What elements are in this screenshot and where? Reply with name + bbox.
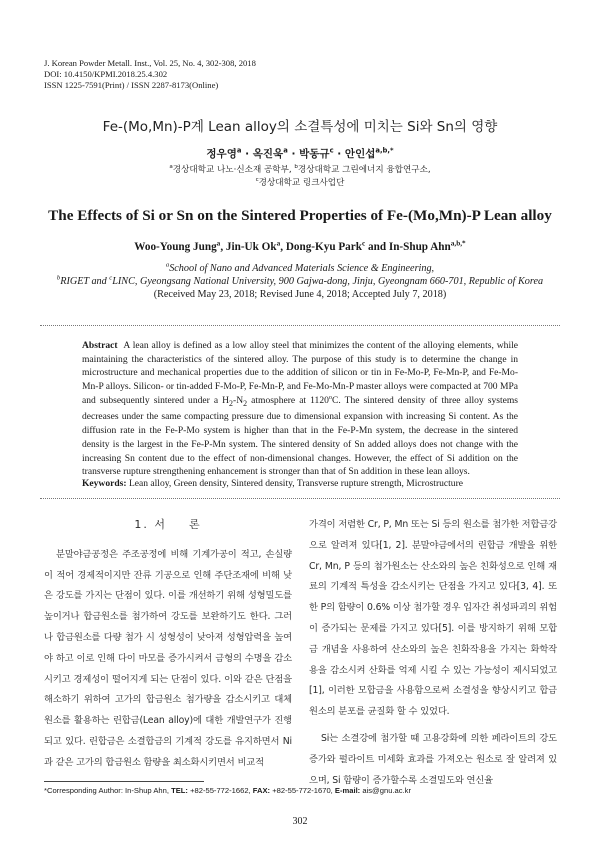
body-paragraph: Si는 소결강에 첨가할 때 고용강화에 의한 페라이트의 강도 증가와 펄라이트 미세화 효과를 가져오는 원소로 잘 알려져 있으며, Si 함량이 증가할수록 소결밀도와 연신율 bbox=[309, 732, 557, 786]
body-paragraph: 가격이 저렴한 Cr, P, Mn 또는 Si 등의 원소를 첨가한 저합금강으로 알려져 있다[1, 2]. 분말야금에서의 린합금 개발을 위한 Cr, Mn, P 등의 첨가원소는 산소와의 높은 친화성으로 인해 재료의 기계적 특성을 감소시키는 단점을 가지고 있다[3, 4]. 또한 P의 함량이 0.6% 이상 첨가할 경우 입자간 취성파괴의 위험이 증가되는 문제를 가지고 있다[5]. 이를 방지하기 위해 모합금 개념을 사용하여 산소와의 높은 친화작용을 가지는 화학작용을 감소시켜 산화를 억제 시킬 수 있는 가능성이 제시되었고[1], 이러한 모합금을 사용함으로써 소결성을 향상시키고 합금원소의 분포를 균질화 할 수 있었다. bbox=[309, 519, 558, 718]
korean-author-sup: a,b,* bbox=[375, 146, 394, 155]
journal-doi: DOI: 10.4150/KPMI.2018.25.4.302 bbox=[44, 69, 168, 79]
section-word: 론 bbox=[188, 518, 202, 531]
dotted-divider bbox=[40, 498, 560, 499]
aff-sup: a bbox=[165, 261, 170, 269]
degree-symbol: o bbox=[328, 393, 332, 401]
author-separator: · bbox=[241, 148, 253, 160]
korean-author: 정우영 bbox=[206, 148, 237, 160]
body-paragraph: 분말야금공정은 주조공정에 비해 기계가공이 적고, 손실량이 적어 경제적이지만 잔류 기공으로 인해 주단조재에 비해 낮은 강도를 가지는 단점이 있다. 이를 개선하기 위해 성형밀도를 높이거나 합금원소를 첨가하여 강도를 보완하기도 한다. 그러나 합금원소를 다량 첨가 시 성형성이 낮아져 성형압력을 높여야 하고 이로 인해 다이 마모를 증가시켜서 금형의 수명을 감소시키고 경제성이 떨어지게 되는 단점이 있다. 이와 같은 단점을 해소하기 위하여 고가의 합금원소 첨가량을 감소시키고 대체 원소를 활용하는 린합금(Lean alloy)에 대한 개발연구가 진행되고 있다. 린합금은 소결합금의 기계적 강도를 유지하면서 Ni과 같은 고가의 합금원소 함량을 최소화시키면서 비교적 bbox=[44, 548, 292, 768]
abstract-text: A lean alloy is defined as a low alloy steel that minimizes the content of the alloying elements, while maintaining the characteristics of the sintered alloy. The purpose of this study is to determine the change in microstructure and mechanical properties due to the addition of silicon or tin in Fe-Mo-P, Fe-Mn-P, and Fe-Mo-Mn-P alloys. Silicon- or tin-added F-Mo-P, Fe-Mn-P, and Fe-Mo-Mn-P master alloys were compacted at 700 MPa and subsequently sintered under a H bbox=[82, 340, 518, 406]
korean-author-sup: c bbox=[329, 146, 334, 155]
author-separator: · bbox=[287, 148, 300, 160]
korean-author-sup: a bbox=[236, 146, 242, 155]
abstract-text: -N bbox=[233, 394, 244, 406]
fax-value: +82-55-772-1670, bbox=[270, 786, 335, 795]
corresponding-author-footnote bbox=[44, 786, 411, 795]
korean-author: 안인섭 bbox=[344, 148, 376, 160]
keywords-text: Lean alloy, Green density, Sintered density, Transverse rupture strength, Microstructure bbox=[128, 478, 463, 489]
email-value: ais@gnu.ac.kr bbox=[360, 786, 411, 795]
aff-sup: b bbox=[56, 274, 61, 282]
abstract-text: atmosphere at 1120 bbox=[247, 394, 329, 406]
footnote-text: *Corresponding Author: In-Shup Ahn, bbox=[44, 786, 172, 795]
english-aff-c: LINC, Gyeongsang National University, 900 Gajwa-dong, Jinju, Gyeongnam 660-701, Republic of Korea bbox=[112, 276, 544, 287]
footnote-rule bbox=[44, 781, 204, 782]
korean-author-sup: a bbox=[283, 146, 288, 155]
korean-author: 박동규 bbox=[299, 148, 330, 160]
keywords bbox=[82, 478, 518, 489]
tel-label: TEL: bbox=[171, 786, 188, 795]
english-aff-a: School of Nano and Advanced Materials Science & Engineering, bbox=[169, 263, 435, 274]
english-author: In-Shup Ahn bbox=[388, 241, 451, 253]
korean-author: 옥진욱 bbox=[252, 148, 284, 160]
aff-sup: c bbox=[255, 177, 259, 184]
korean-authors bbox=[0, 146, 600, 161]
keywords-label: Keywords: bbox=[82, 478, 127, 489]
korean-aff-a: 경상대학교 나노·신소재 공학부, bbox=[172, 165, 295, 175]
english-title: The Effects of Si or Sn on the Sintered Properties of Fe-(Mo,Mn)-P Lean alloy bbox=[48, 207, 552, 224]
tel-value: +82-55-772-1662, bbox=[187, 786, 253, 795]
english-authors: Woo-Young Jung$^a$, Jin-Uk Ok$^a$, Dong-Kyu Park$^c$ and In-Shup Ahn$^{a,b,*}$ bbox=[134, 239, 466, 253]
fax-label: FAX: bbox=[252, 786, 271, 795]
english-author-sup: a bbox=[276, 239, 281, 248]
page-number: 302 bbox=[292, 816, 308, 827]
english-author: Jin-Uk Ok bbox=[225, 241, 277, 253]
body-column-right bbox=[309, 515, 557, 791]
aff-sup: a bbox=[169, 164, 173, 171]
section-number: 1. 서 bbox=[134, 518, 167, 531]
english-author-sup: c bbox=[361, 239, 366, 248]
english-author: Woo-Young Jung bbox=[134, 241, 217, 253]
english-author-sup: a,b,* bbox=[450, 239, 466, 248]
dotted-divider bbox=[40, 325, 560, 326]
journal-info bbox=[44, 58, 256, 91]
aff-sup: b bbox=[294, 164, 298, 171]
email-label: E-mail: bbox=[334, 786, 361, 795]
korean-aff-b: 경상대학교 그린에너지 융합연구소, bbox=[297, 165, 431, 175]
body-column-left bbox=[44, 515, 292, 774]
abstract-label: Abstract bbox=[82, 340, 118, 351]
aff-sup: c bbox=[109, 274, 113, 282]
abstract-text: C. The sintered density of three alloy systems decreases under the same compacting pressure due to dimensional expansion with increasing Si content. As the diffusion rate in the Fe-P-Mo system is higher than that in the Fe-P-Mn system, the decrease in the sintered density is the largest in the Fe-P-Mn system. The sintered density of Sn added alloys does not change with the increasing Sn content due to the effect of non-dimensional changes. However, the effect of Si addition on the transverse rupture strengthening enhancement is stronger than that of Sn addition in these lean alloys. bbox=[82, 394, 518, 478]
english-author: Dong-Kyu Park bbox=[285, 241, 362, 253]
korean-aff-c: 경상대학교 링크사업단 bbox=[258, 178, 345, 188]
section-heading bbox=[44, 515, 292, 536]
english-author-sup: a bbox=[216, 239, 221, 248]
english-aff-b: RIGET and bbox=[60, 276, 110, 287]
subscript: 2 bbox=[229, 398, 234, 408]
journal-citation: J. Korean Powder Metall. Inst., Vol. 25, No. 4, 302-308, 2018 bbox=[44, 58, 256, 68]
english-affiliations bbox=[30, 262, 570, 301]
journal-issn: ISSN 1225-7591(Print) / ISSN 2287-8173(Online) bbox=[44, 80, 219, 90]
received-dates: (Received May 23, 2018; Revised June 4, 2018; Accepted July 7, 2018) bbox=[153, 289, 447, 300]
abstract bbox=[82, 339, 518, 479]
author-separator: · bbox=[333, 148, 345, 160]
korean-title: Fe-(Mo,Mn)-P계 Lean alloy의 소결특성에 미치는 Si와 Sn의 영향 bbox=[102, 119, 498, 135]
subscript: 2 bbox=[243, 398, 248, 408]
korean-affiliations bbox=[0, 164, 600, 190]
